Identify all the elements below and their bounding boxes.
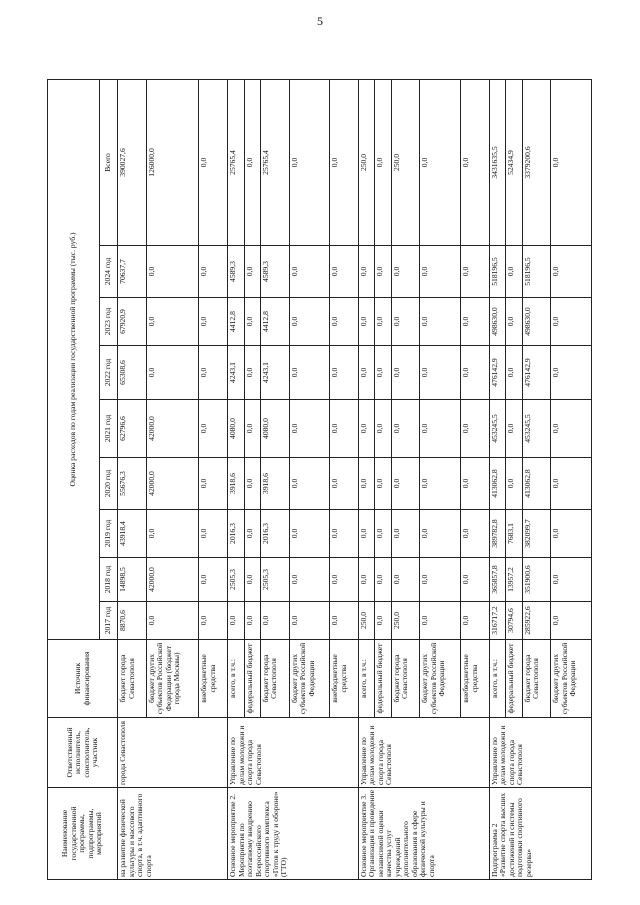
- value-cell: 316717,2: [489, 602, 505, 640]
- header-name: Наименование государственной программы, подпрограммы, мероприятий: [48, 788, 118, 880]
- year-2019: 2019 год: [100, 510, 118, 558]
- value-cell: 365857,8: [489, 558, 505, 602]
- value-cell: 0,0: [289, 510, 330, 558]
- total-cell: 0,0: [199, 79, 228, 245]
- value-cell: 0,0: [375, 510, 391, 558]
- value-cell: 2505,3: [228, 558, 244, 602]
- value-cell: 0,0: [551, 558, 592, 602]
- value-cell: 0,0: [375, 246, 391, 298]
- budget-table: [47, 79, 592, 880]
- value-cell: 14898,5: [118, 558, 147, 602]
- source-cell: бюджет других субъектов Российской Федерации: [420, 640, 461, 718]
- value-cell: 4412,8: [260, 298, 289, 346]
- value-cell: 518196,5: [522, 246, 551, 298]
- value-cell: 0,0: [244, 246, 260, 298]
- value-cell: 453245,5: [522, 400, 551, 458]
- total-cell: 0,0: [244, 79, 260, 245]
- value-cell: 4243,1: [228, 346, 244, 400]
- year-2024: 2024 год: [100, 246, 118, 298]
- value-cell: 3918,6: [228, 458, 244, 510]
- source-cell: федеральный бюджет: [506, 640, 522, 718]
- source-cell: внебюджетные средства: [330, 640, 359, 718]
- value-cell: 0,0: [199, 558, 228, 602]
- value-cell: 0,0: [506, 346, 522, 400]
- total-cell: 250,0: [358, 79, 374, 245]
- value-cell: 389782,8: [489, 510, 505, 558]
- value-cell: 42000,0: [146, 558, 199, 602]
- value-cell: 0,0: [146, 602, 199, 640]
- value-cell: 0,0: [244, 298, 260, 346]
- total-cell: 250,0: [391, 79, 420, 245]
- value-cell: 518196,5: [489, 246, 505, 298]
- value-cell: 0,0: [289, 602, 330, 640]
- value-cell: 0,0: [420, 346, 461, 400]
- value-cell: 0,0: [289, 246, 330, 298]
- value-cell: 42000,0: [146, 458, 199, 510]
- value-cell: 0,0: [289, 558, 330, 602]
- value-cell: 0,0: [551, 602, 592, 640]
- value-cell: 285922,6: [522, 602, 551, 640]
- value-cell: 0,0: [244, 400, 260, 458]
- value-cell: 498630,0: [522, 298, 551, 346]
- value-cell: 4589,3: [260, 246, 289, 298]
- value-cell: 0,0: [358, 298, 374, 346]
- value-cell: 0,0: [289, 400, 330, 458]
- value-cell: 250,0: [391, 602, 420, 640]
- source-cell: бюджет города Севастополя: [522, 640, 551, 718]
- value-cell: 7683,1: [506, 510, 522, 558]
- value-cell: 476142,9: [489, 346, 505, 400]
- value-cell: 0,0: [199, 246, 228, 298]
- source-cell: внебюджетные средства: [461, 640, 490, 718]
- value-cell: 0,0: [199, 458, 228, 510]
- source-cell: внебюджетные средства: [199, 640, 228, 718]
- value-cell: 0,0: [289, 298, 330, 346]
- value-cell: 0,0: [391, 246, 420, 298]
- value-cell: 0,0: [391, 510, 420, 558]
- value-cell: 0,0: [358, 346, 374, 400]
- value-cell: 0,0: [358, 246, 374, 298]
- value-cell: 0,0: [391, 400, 420, 458]
- value-cell: 0,0: [289, 458, 330, 510]
- header-executor: Ответственный исполнитель, соисполнитель, участник: [48, 718, 118, 788]
- rotated-table-container: [47, 80, 592, 880]
- value-cell: 4080,0: [228, 400, 244, 458]
- value-cell: 0,0: [375, 458, 391, 510]
- value-cell: 0,0: [391, 458, 420, 510]
- total-cell: 25765,4: [228, 79, 244, 245]
- value-cell: 0,0: [244, 510, 260, 558]
- value-cell: 0,0: [391, 558, 420, 602]
- source-cell: бюджет города Севастополя: [260, 640, 289, 718]
- value-cell: 453245,5: [489, 400, 505, 458]
- value-cell: 0,0: [506, 458, 522, 510]
- value-cell: 0,0: [199, 400, 228, 458]
- value-cell: 0,0: [420, 246, 461, 298]
- value-cell: 0,0: [375, 558, 391, 602]
- value-cell: 0,0: [244, 458, 260, 510]
- total-cell: 25765,4: [260, 79, 289, 245]
- block-executor: города Севастополя: [118, 718, 228, 788]
- value-cell: 0,0: [146, 246, 199, 298]
- value-cell: 0,0: [551, 346, 592, 400]
- value-cell: 0,0: [461, 602, 490, 640]
- value-cell: 0,0: [420, 602, 461, 640]
- value-cell: 0,0: [375, 346, 391, 400]
- year-2022: 2022 год: [100, 346, 118, 400]
- value-cell: 43918,4: [118, 510, 147, 558]
- page-number: 5: [317, 14, 323, 28]
- value-cell: 65308,6: [118, 346, 147, 400]
- value-cell: 0,0: [375, 400, 391, 458]
- value-cell: 0,0: [358, 458, 374, 510]
- value-cell: 0,0: [358, 558, 374, 602]
- value-cell: 0,0: [420, 458, 461, 510]
- value-cell: 0,0: [330, 346, 359, 400]
- total-cell: 0,0: [375, 79, 391, 245]
- value-cell: 0,0: [506, 246, 522, 298]
- year-total: Всего: [100, 79, 118, 245]
- value-cell: 0,0: [551, 400, 592, 458]
- value-cell: 0,0: [461, 458, 490, 510]
- value-cell: 0,0: [330, 246, 359, 298]
- source-cell: всего, в т.ч.:: [358, 640, 374, 718]
- value-cell: 0,0: [420, 510, 461, 558]
- value-cell: 67920,9: [118, 298, 147, 346]
- source-cell: федеральный бюджет: [375, 640, 391, 718]
- value-cell: 0,0: [461, 510, 490, 558]
- value-cell: 55676,3: [118, 458, 147, 510]
- value-cell: 0,0: [228, 602, 244, 640]
- value-cell: 0,0: [146, 510, 199, 558]
- value-cell: 413062,8: [489, 458, 505, 510]
- value-cell: 0,0: [391, 346, 420, 400]
- value-cell: 0,0: [506, 400, 522, 458]
- source-cell: бюджет города Севастополя: [391, 640, 420, 718]
- value-cell: 0,0: [199, 602, 228, 640]
- value-cell: 0,0: [330, 510, 359, 558]
- total-cell: 0,0: [551, 79, 592, 245]
- value-cell: 4589,3: [228, 246, 244, 298]
- value-cell: 0,0: [391, 298, 420, 346]
- value-cell: 351900,6: [522, 558, 551, 602]
- value-cell: 70637,7: [118, 246, 147, 298]
- source-cell: всего, в т.ч.:: [228, 640, 244, 718]
- value-cell: 0,0: [358, 400, 374, 458]
- value-cell: 0,0: [461, 558, 490, 602]
- value-cell: 413062,8: [522, 458, 551, 510]
- value-cell: 2016,3: [260, 510, 289, 558]
- value-cell: 0,0: [199, 510, 228, 558]
- value-cell: 8870,6: [118, 602, 147, 640]
- value-cell: 0,0: [420, 298, 461, 346]
- value-cell: 4243,1: [260, 346, 289, 400]
- value-cell: 13957,2: [506, 558, 522, 602]
- source-cell: всего, в т.ч.:: [489, 640, 505, 718]
- block-executor: Управление по делам молодежи и спорта города Севастополя: [358, 718, 489, 788]
- value-cell: 0,0: [358, 510, 374, 558]
- header-source: Источник финансирования: [48, 640, 118, 718]
- value-cell: 0,0: [551, 510, 592, 558]
- value-cell: 3918,6: [260, 458, 289, 510]
- year-2020: 2020 год: [100, 458, 118, 510]
- value-cell: 0,0: [420, 558, 461, 602]
- value-cell: 30794,6: [506, 602, 522, 640]
- value-cell: 0,0: [260, 602, 289, 640]
- value-cell: 0,0: [551, 298, 592, 346]
- total-cell: 390027,6: [118, 79, 147, 245]
- total-cell: 0,0: [289, 79, 330, 245]
- value-cell: 0,0: [330, 298, 359, 346]
- value-cell: 0,0: [146, 298, 199, 346]
- value-cell: 2016,3: [228, 510, 244, 558]
- value-cell: 250,0: [358, 602, 374, 640]
- year-2018: 2018 год: [100, 558, 118, 602]
- value-cell: 0,0: [146, 346, 199, 400]
- value-cell: 0,0: [375, 602, 391, 640]
- total-cell: 0,0: [461, 79, 490, 245]
- source-cell: бюджет других субъектов Российской Федерации: [551, 640, 592, 718]
- block-executor: Управление по делам молодежи и спорта города Севастополя: [489, 718, 591, 788]
- total-cell: 52434,9: [506, 79, 522, 245]
- value-cell: 2505,3: [260, 558, 289, 602]
- block-executor: Управление по делам молодежи и спорта города Севастополя: [228, 718, 359, 788]
- value-cell: 0,0: [330, 602, 359, 640]
- value-cell: 4080,0: [260, 400, 289, 458]
- value-cell: 0,0: [244, 346, 260, 400]
- source-cell: федеральный бюджет: [244, 640, 260, 718]
- total-cell: 0,0: [330, 79, 359, 245]
- source-cell: бюджет других субъектов Российской Федерации (бюджет города Москвы): [146, 640, 199, 718]
- value-cell: 0,0: [420, 400, 461, 458]
- value-cell: 498630,0: [489, 298, 505, 346]
- value-cell: 0,0: [375, 298, 391, 346]
- source-cell: бюджет других субъектов Российской Федерации: [289, 640, 330, 718]
- value-cell: 0,0: [244, 602, 260, 640]
- year-2021: 2021 год: [100, 400, 118, 458]
- total-cell: 0,0: [420, 79, 461, 245]
- value-cell: 0,0: [461, 346, 490, 400]
- value-cell: 0,0: [330, 458, 359, 510]
- value-cell: 0,0: [551, 246, 592, 298]
- block-name: Основное мероприятие 3. Организация и проведение независимой оценки качества услуг учреждений дополнительного образования в сфере физической культуры и спорта: [358, 788, 489, 880]
- block-name: Основное мероприятие 2. Мероприятия по поэтапному внедрению Всероссийского спортивного комплекса «Готов к труду и обороне» (ГТО): [228, 788, 359, 880]
- value-cell: 0,0: [461, 246, 490, 298]
- source-cell: бюджет города Севастополя: [118, 640, 147, 718]
- value-cell: 476142,9: [522, 346, 551, 400]
- value-cell: 0,0: [330, 558, 359, 602]
- block-name: Подпрограмма 2 «Развитие спорта высших достижений и системы подготовки спортивного резерва»: [489, 788, 591, 880]
- value-cell: 62796,6: [118, 400, 147, 458]
- value-cell: 0,0: [199, 346, 228, 400]
- header-group: Оценка расходов по годам реализации государственной программы (тыс. руб.): [48, 79, 100, 639]
- year-2017: 2017 год: [100, 602, 118, 640]
- total-cell: 126000,0: [146, 79, 199, 245]
- value-cell: 42000,0: [146, 400, 199, 458]
- value-cell: 4412,8: [228, 298, 244, 346]
- value-cell: 0,0: [330, 400, 359, 458]
- value-cell: 0,0: [289, 346, 330, 400]
- value-cell: 0,0: [461, 400, 490, 458]
- value-cell: 0,0: [461, 298, 490, 346]
- value-cell: 382099,7: [522, 510, 551, 558]
- total-cell: 3431635,5: [489, 79, 505, 245]
- value-cell: 0,0: [551, 458, 592, 510]
- value-cell: 0,0: [506, 298, 522, 346]
- value-cell: 0,0: [244, 558, 260, 602]
- block-name: на развитие физической культуры и массового спорта, в т.ч. адаптивного спорта: [118, 788, 228, 880]
- total-cell: 3379200,6: [522, 79, 551, 245]
- year-2023: 2023 год: [100, 298, 118, 346]
- value-cell: 0,0: [199, 298, 228, 346]
